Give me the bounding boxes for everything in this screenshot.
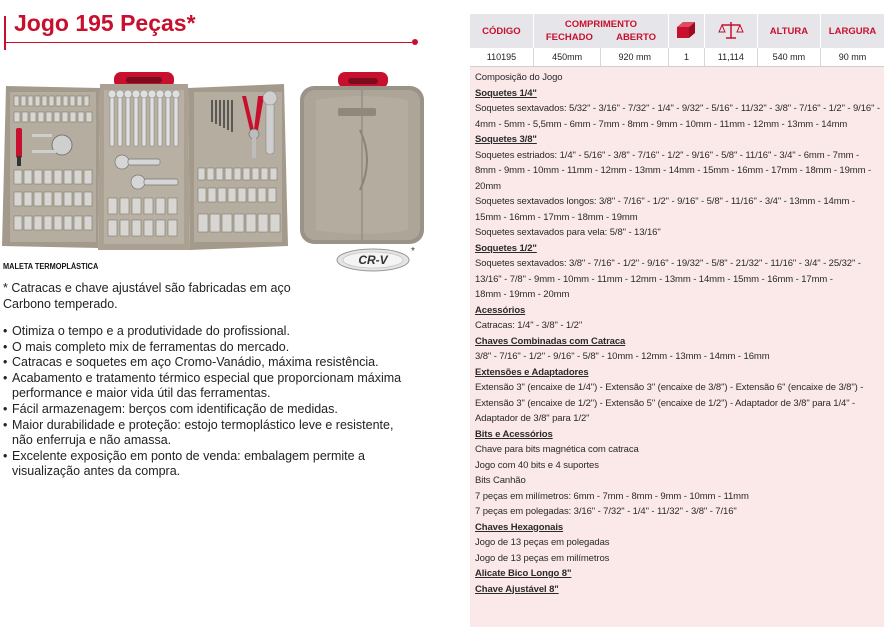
bits-holder: Chave para bits magnética com catraca <box>475 444 639 455</box>
value-open: 920 mm <box>618 52 651 62</box>
sockets-1-2-hex-cont: 18mm - 19mm - 20mm <box>475 289 570 300</box>
feature-item: • Excelente exposição em ponto de venda: embalagem permite a visualização antes da compra. <box>3 449 415 480</box>
sockets-1-4-hex: Soquetes sextavados: 5/32" - 3/16" - 7/32" - 1/4" - 9/32" - 5/16" - 11/32" - 3/8" - 7/16" - 1/2" - 9/16" - 4mm - 5mm - 5,5mm - 6mm - 7mm - 8mm - 9mm - 10mm - 11mm - 12mm - 13mm - 14mm <box>475 103 880 130</box>
bits-set: Jogo com 40 bits e 4 suportes <box>475 459 599 471</box>
section-bits: Bits e Acessórios <box>475 428 553 440</box>
combination-wrenches-items: 3/8" - 7/16" - 1/2" - 9/16" - 5/8" - 10mm - 12mm - 13mm - 14mm - 16mm <box>475 351 770 362</box>
extensions-items: Extensão 3" (encaixe de 1/4") - Extensão 3" (encaixe de 3/8") - Extensão 6" (encaixe de 3/8") - Extensão 3" (encaixe de 1/2") - Extensão 5" (encaixe de 1/2") - Adaptador de 3/8" para 1/4" - Adaptador de 3/8" para 1/2" <box>475 382 864 424</box>
feature-item: • Catracas e soquetes em aço Cromo-Vanádio, máxima resistência. <box>3 355 415 371</box>
header-box <box>669 14 705 48</box>
header-width: LARGURA <box>821 14 884 48</box>
hex-keys-inch: Jogo de 13 peças em polegadas <box>475 537 610 548</box>
case-caption: MALETA TERMOPLÁSTICA <box>3 262 99 271</box>
box-icon <box>675 21 697 39</box>
title-accent-tick <box>4 16 6 50</box>
sockets-3-8-star: Soquetes estriados: 1/4" - 5/16" - 3/8" - 7/16" - 1/2" - 9/16" - 5/8" - 11/16" - 3/4" - 6mm - 7mm - 8mm - 9mm - 10mm - 11mm - 12mm - 13mm - 14mm - 15mm - 16mm - 17mm - 18mm - 19mm - 20mm <box>475 149 872 192</box>
bits-subheading: Bits Canhão <box>475 475 526 486</box>
header-open-label: ABERTO <box>616 32 657 43</box>
crv-note-mark: * <box>411 246 415 257</box>
value-width: 90 mm <box>821 48 884 67</box>
title-bar <box>4 6 414 46</box>
crv-badge <box>336 248 410 272</box>
section-extensions: Extensões e Adaptadores <box>475 366 589 378</box>
bits-inch: 7 peças em polegadas: 3/16" - 7/32" - 1/4" - 11/32" - 3/8" - 7/16" <box>475 506 737 517</box>
accessories-items: Catracas: 1/4" - 3/8" - 1/2" <box>475 320 583 331</box>
spec-value-row <box>470 48 884 67</box>
header-length <box>533 14 668 48</box>
value-closed: 450mm <box>534 48 602 66</box>
feature-item: • Acabamento e tratamento térmico especial que proporcionam máxima performance e maior vida útil das ferramentas. <box>3 371 415 402</box>
feature-item: • Fácil armazenagem: berços com identificação de medidas. <box>3 402 415 418</box>
material-note: * Catracas e chave ajustável são fabricadas em aço Carbono temperado. <box>3 281 291 311</box>
section-sockets-1-4: Soquetes 1/4" <box>475 87 537 99</box>
section-long-nose-plier: Alicate Bico Longo 8" <box>475 568 572 579</box>
section-hex-keys: Chaves Hexagonais <box>475 521 564 533</box>
section-accessories: Acessórios <box>475 304 526 316</box>
crv-badge-label: CR-V <box>358 253 388 267</box>
title-underline-dot <box>412 39 418 45</box>
sockets-3-8-long: Soquetes sextavados longos: 3/8" - 7/16" - 1/2" - 9/16" - 5/8" - 11/16" - 3/4" - 13mm - 14mm - 15mm - 16mm - 17mm - 18mm - 19mm <box>475 196 855 223</box>
feature-item: • Otimiza o tempo e a produtividade do profissional. <box>3 324 415 340</box>
spec-header-row <box>470 14 884 48</box>
sockets-3-8-spark: Soquetes sextavados para vela: 5/8" - 13/16" <box>475 227 661 238</box>
composition-heading: Composição do Jogo <box>475 72 563 83</box>
sockets-1-2-hex: Soquetes sextavados: 3/8" - 7/16" - 1/2" - 9/16" - 19/32" - 5/8" - 21/32" - 11/16" - 3/4" - 25/32" - 13/16" - 7/8" - 9mm - 10mm - 11mm - 12mm - 13mm - 14mm - 15mm - 16mm - 17mm - <box>475 258 861 285</box>
feature-item: • Maior durabilidade e proteção: estojo termoplástico leve e resistente, não enferruja e não amassa. <box>3 418 415 449</box>
value-box: 1 <box>669 48 705 67</box>
composition-panel <box>470 67 884 627</box>
value-height: 540 mm <box>757 48 820 67</box>
closed-toolcase-photo <box>296 70 428 248</box>
title-underline <box>4 42 412 43</box>
bits-metric: 7 peças em milímetros: 6mm - 7mm - 8mm - 9mm - 10mm - 11mm <box>475 490 749 502</box>
page-title: Jogo 195 Peças* <box>14 10 196 36</box>
open-toolcase-photo <box>2 70 288 252</box>
section-sockets-3-8: Soquetes 3/8" <box>475 134 537 145</box>
header-code: CÓDIGO <box>470 14 533 48</box>
section-combination-wrenches: Chaves Combinadas com Catraca <box>475 335 626 347</box>
feature-item: • O mais completo mix de ferramentas do mercado. <box>3 340 415 356</box>
value-length <box>533 48 668 67</box>
section-sockets-1-2: Soquetes 1/2" <box>475 242 537 254</box>
header-closed-label: FECHADO <box>545 32 593 43</box>
feature-list <box>3 324 415 480</box>
section-adjustable-wrench: Chave Ajustável 8" <box>475 583 559 595</box>
value-weight: 11,114 <box>704 48 757 67</box>
hex-keys-metric: Jogo de 13 peças em milímetros <box>475 552 610 564</box>
value-code: 110195 <box>470 48 533 67</box>
spec-table <box>470 14 884 67</box>
header-height: ALTURA <box>757 14 820 48</box>
scale-icon <box>718 20 744 40</box>
header-length-label: COMPRIMENTO <box>564 19 638 30</box>
header-weight <box>704 14 757 48</box>
